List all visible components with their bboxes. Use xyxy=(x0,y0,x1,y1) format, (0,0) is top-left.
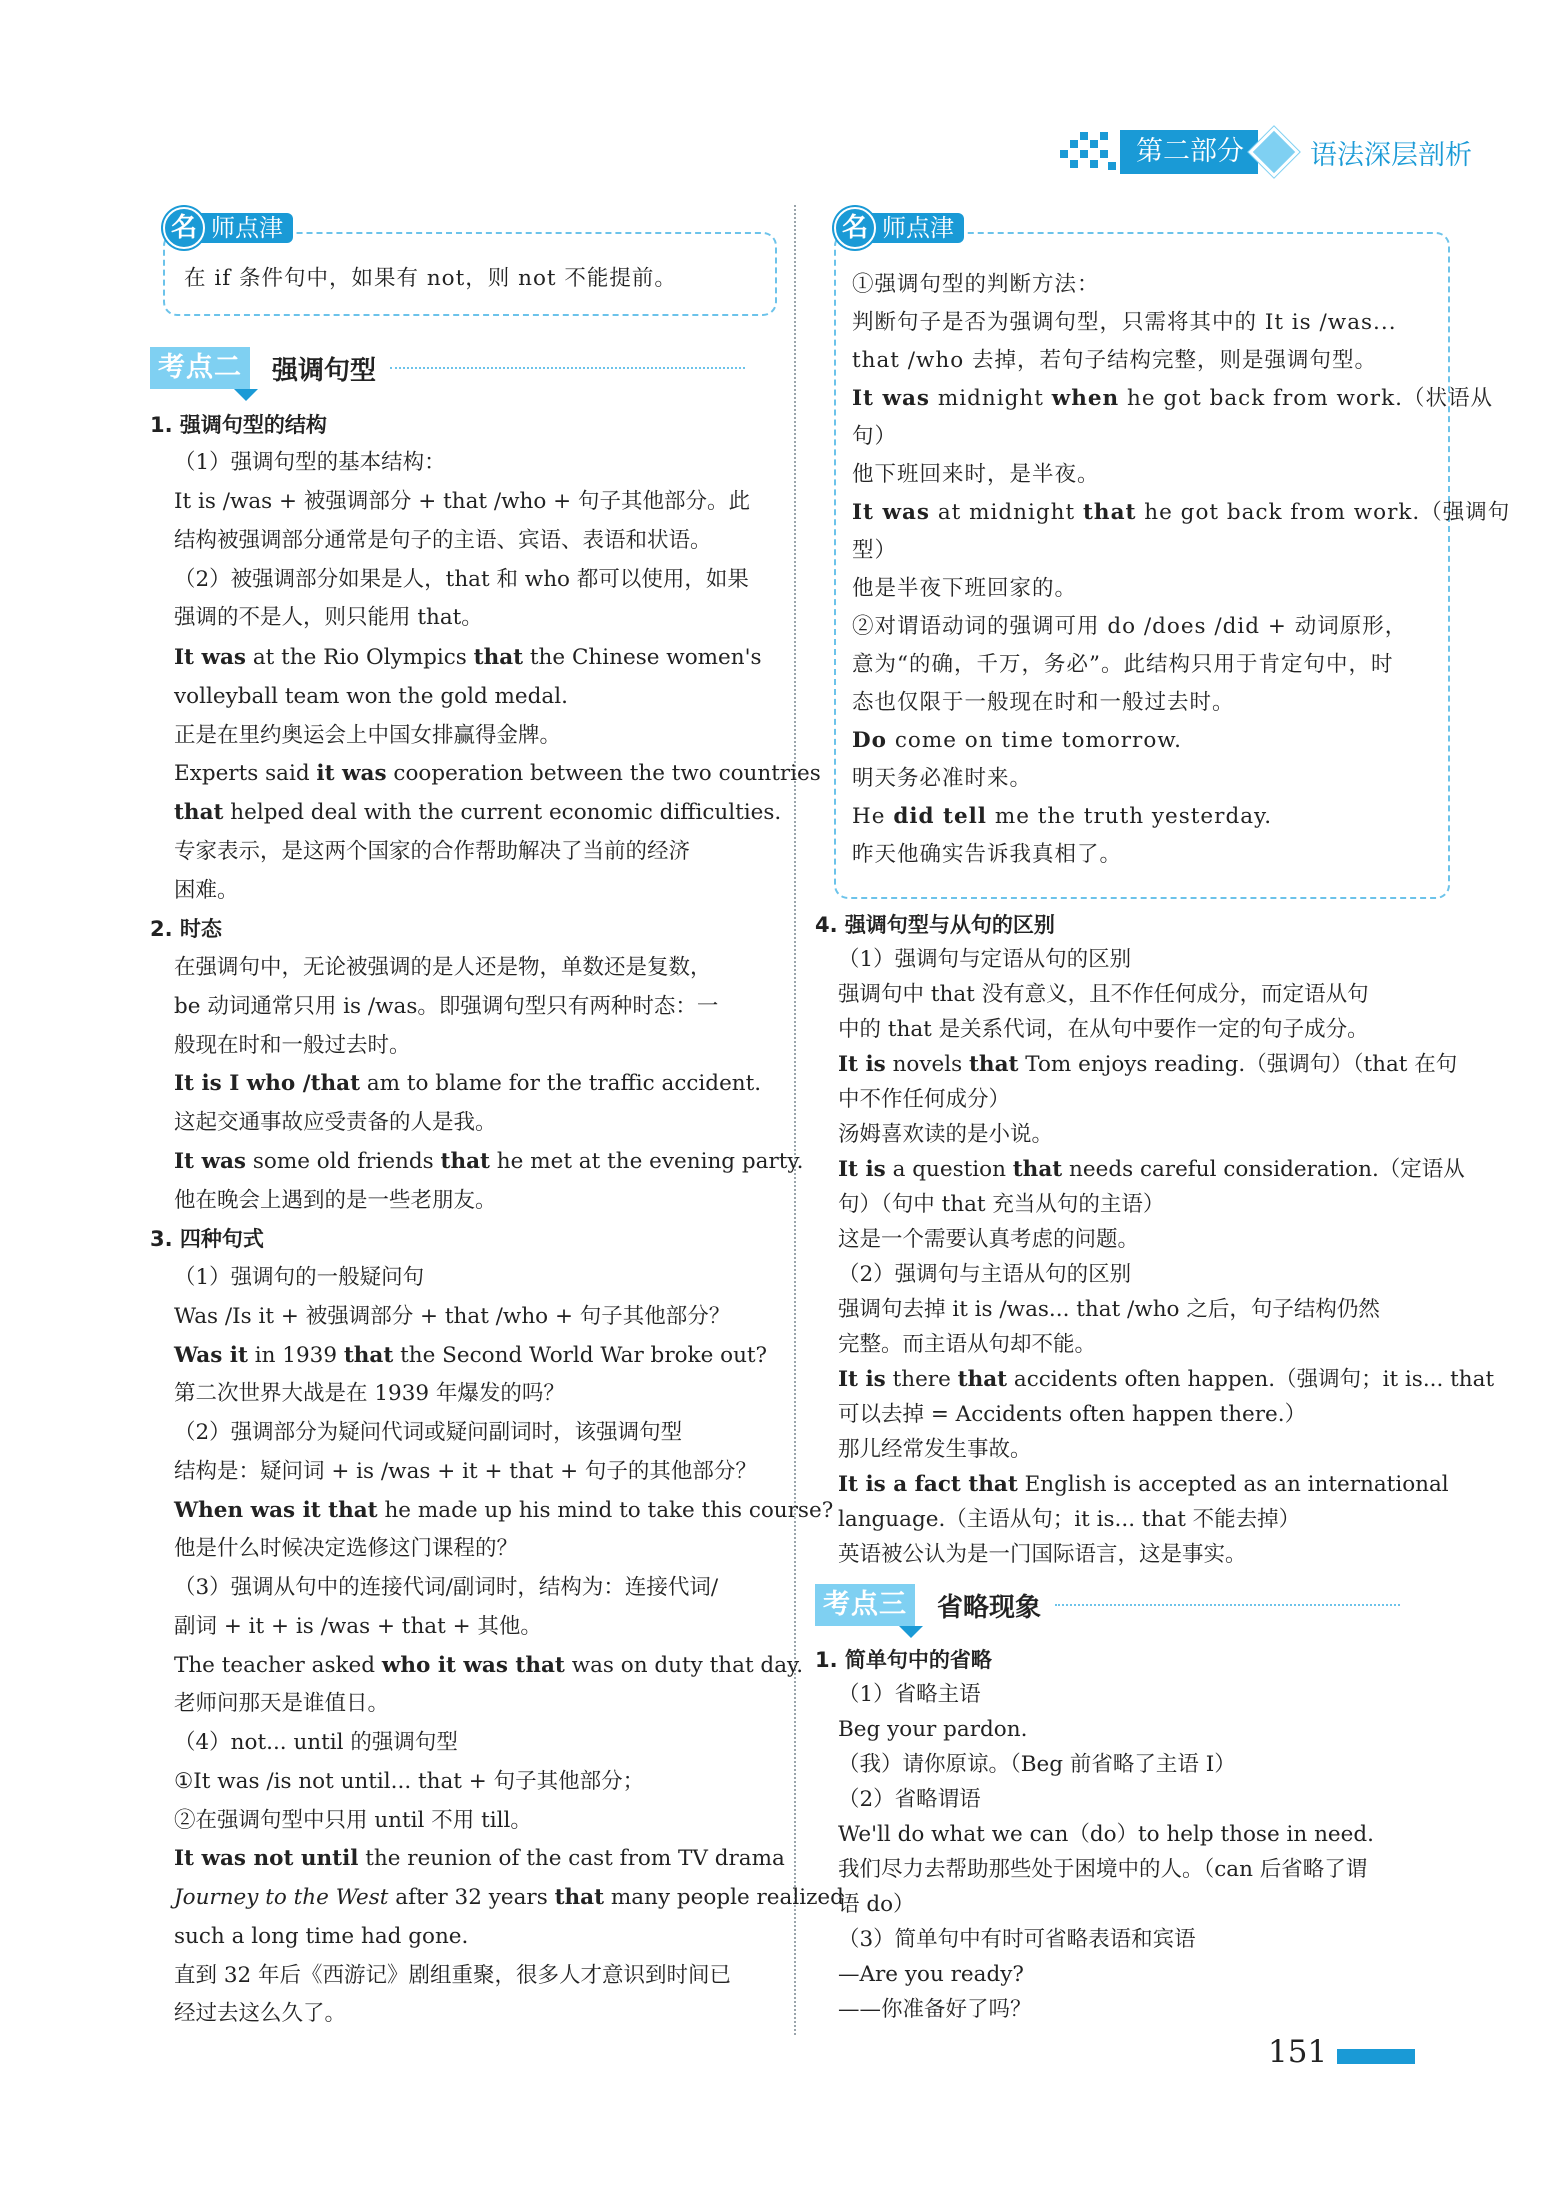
right-r18: 英语被公认为是一门国际语言，这是事实。 xyxy=(838,1542,1247,1567)
left-p5: 强调的不是人，则只能用 that。 xyxy=(174,605,483,630)
page-number: 151 xyxy=(1268,2034,1328,2070)
right-r11: 强调句去掉 it is /was... that /who 之后，句子结构仍然 xyxy=(838,1297,1380,1322)
left-tip-text: 在 if 条件句中，如果有 not，则 not 不能提前。 xyxy=(184,266,677,291)
left-s1: （1）强调句的一般疑问句 xyxy=(174,1265,425,1290)
left-s9: ②在强调句型中只用 until 不用 till。 xyxy=(174,1808,532,1833)
right-tip-l13: Do come on time tomorrow. xyxy=(852,728,1182,753)
right-h4: 4. 强调句型与从句的区别 xyxy=(815,913,1055,937)
right-tip-l6: 他下班回来时，是半夜。 xyxy=(852,462,1100,487)
right-r7: It is a question that needs careful consideration.（定语从 xyxy=(838,1157,1465,1182)
left-example-8-cont2: such a long time had gone. xyxy=(174,1924,469,1949)
tip-label: 师点津 xyxy=(860,213,964,243)
right-r15: 那儿经常发生事故。 xyxy=(838,1437,1032,1462)
right-r4: It is novels that Tom enjoys reading.（强调句）（that 在句 xyxy=(838,1052,1458,1077)
right-o5: We'll do what we can（do）to help those in need. xyxy=(838,1822,1374,1847)
right-tip-l11: 意为“的确，千万，务必”。此结构只用于肯定句中，时 xyxy=(852,652,1394,677)
right-tip-l12: 态也仅限于一般现在时和一般过去时。 xyxy=(852,690,1235,715)
left-p1: （1）强调句型的基本结构： xyxy=(174,450,446,475)
left-s7: （4）not... until 的强调句型 xyxy=(174,1730,458,1755)
page-header xyxy=(1060,128,1472,176)
left-example-8-cont: Journey to the West after 32 years that many people realized xyxy=(174,1885,844,1910)
part-subtitle: 语法深层剖析 xyxy=(1310,139,1472,171)
left-example-8-zh1: 直到 32 年后《西游记》剧组重聚，很多人才意识到时间已 xyxy=(174,1963,732,1988)
right-tip-l5: 句） xyxy=(852,424,898,449)
left-example-4: It was some old friends that he met at the evening party. xyxy=(174,1149,804,1174)
pixel-squares-icon xyxy=(1060,132,1116,172)
right-o6: 我们尽力去帮助那些处于困境中的人。（can 后省略了谓 xyxy=(838,1857,1368,1882)
left-h2: 2. 时态 xyxy=(150,917,222,941)
right-r6: 汤姆喜欢读的是小说。 xyxy=(838,1122,1054,1147)
right-o2: Beg your pardon. xyxy=(838,1717,1028,1742)
right-o3: （我）请你原谅。（Beg 前省略了主语 I） xyxy=(838,1752,1236,1777)
left-t1: 在强调句中，无论被强调的是人还是物，单数还是复数， xyxy=(174,955,712,980)
left-example-3-zh: 这起交通事故应受责备的人是我。 xyxy=(174,1110,497,1135)
right-r14: 可以去掉 = Accidents often happen there.） xyxy=(838,1402,1307,1427)
right-tip-l16: 昨天他确实告诉我真相了。 xyxy=(852,842,1123,867)
left-h3: 3. 四种句式 xyxy=(150,1227,264,1251)
section-3-title: 省略现象 xyxy=(937,1592,1042,1623)
left-h1: 1. 强调句型的结构 xyxy=(150,413,327,437)
right-tip-l9: 他是半夜下班回家的。 xyxy=(852,576,1078,601)
section-3-heading xyxy=(815,1584,1400,1626)
section-2-tag: 考点二 xyxy=(150,347,250,389)
page-number-bar xyxy=(1337,2049,1415,2064)
ming-badge-icon: 名 xyxy=(163,207,205,249)
left-s2: Was /Is it + 被强调部分 + that /who + 句子其他部分？ xyxy=(174,1304,731,1329)
left-example-7: The teacher asked who it was that was on duty that day. xyxy=(174,1653,804,1678)
right-r13: It is there that accidents often happen.（强调句；it is... that xyxy=(838,1367,1495,1392)
right-r17: language.（主语从句；it is... that 不能去掉） xyxy=(838,1507,1301,1532)
section-2-title: 强调句型 xyxy=(272,355,377,386)
right-tip-l7: It was at midnight that he got back from work.（强调句 xyxy=(852,500,1511,525)
right-r5: 中不作任何成分） xyxy=(838,1087,1011,1112)
left-s4: 结构是：疑问词 + is /was + it + that + 句子的其他部分？ xyxy=(174,1459,757,1484)
left-p4: （2）被强调部分如果是人，that 和 who 都可以使用，如果 xyxy=(174,567,749,592)
right-tip-l14: 明天务必准时来。 xyxy=(852,766,1033,791)
left-example-1-cont: volleyball team won the gold medal. xyxy=(174,684,568,709)
right-r2: 强调句中 that 没有意义，且不作任何成分，而定语从句 xyxy=(838,982,1369,1007)
right-o9: —Are you ready? xyxy=(838,1962,1024,1987)
right-h5: 1. 简单句中的省略 xyxy=(815,1648,992,1672)
left-example-5: Was it in 1939 that the Second World War broke out? xyxy=(174,1343,768,1368)
right-r9: 这是一个需要认真考虑的问题。 xyxy=(838,1227,1140,1252)
left-example-2-cont: that helped deal with the current economic difficulties. xyxy=(174,800,782,825)
left-example-1: It was at the Rio Olympics that the Chinese women's xyxy=(174,645,762,670)
right-r12: 完整。而主语从句却不能。 xyxy=(838,1332,1097,1357)
right-o10: ——你准备好了吗？ xyxy=(838,1997,1032,2022)
right-tip-l2: 判断句子是否为强调句型，只需将其中的 It is /was... xyxy=(852,310,1397,335)
right-tip-tag xyxy=(834,208,964,248)
left-example-1-zh: 正是在里约奥运会上中国女排赢得金牌。 xyxy=(174,723,562,748)
right-r10: （2）强调句与主语从句的区别 xyxy=(838,1262,1132,1287)
left-example-2-zh1: 专家表示，是这两个国家的合作帮助解决了当前的经济 xyxy=(174,839,691,864)
right-o1: （1）省略主语 xyxy=(838,1682,981,1707)
left-s6: 副词 + it + is /was + that + 其他。 xyxy=(174,1614,542,1639)
left-example-5-zh: 第二次世界大战是在 1939 年爆发的吗？ xyxy=(174,1381,565,1406)
left-example-8: It was not until the reunion of the cast from TV drama xyxy=(174,1846,785,1871)
right-tip-l1: ①强调句型的判断方法： xyxy=(852,272,1100,297)
left-example-4-zh: 他在晚会上遇到的是一些老朋友。 xyxy=(174,1188,497,1213)
left-s3: （2）强调部分为疑问代词或疑问副词时，该强调句型 xyxy=(174,1420,683,1445)
left-example-8-zh2: 经过去这么久了。 xyxy=(174,2001,347,2026)
part-label: 第二部分 xyxy=(1120,130,1258,174)
column-divider xyxy=(794,205,796,2035)
right-tip-l15: He did tell me the truth yesterday. xyxy=(852,804,1273,829)
right-tip-l4: It was midnight when he got back from work.（状语从 xyxy=(852,386,1493,411)
right-r1: （1）强调句与定语从句的区别 xyxy=(838,947,1132,972)
left-s5: （3）强调从句中的连接代词/副词时，结构为：连接代词/ xyxy=(174,1575,719,1600)
section-2-heading xyxy=(150,347,745,389)
left-s8: ①It was /is not until... that + 句子其他部分； xyxy=(174,1769,645,1794)
left-t2: be 动词通常只用 is /was。即强调句型只有两种时态：一 xyxy=(174,994,719,1019)
right-tip-l10: ②对谓语动词的强调可用 do /does /did + 动词原形， xyxy=(852,614,1408,639)
left-example-2-zh2: 困难。 xyxy=(174,878,239,903)
right-o8: （3）简单句中有时可省略表语和宾语 xyxy=(838,1927,1196,1952)
right-o4: （2）省略谓语 xyxy=(838,1787,981,1812)
left-example-2: Experts said it was cooperation between the two countries xyxy=(174,761,821,786)
right-o7: 语 do） xyxy=(838,1892,915,1917)
right-tip-l8: 型） xyxy=(852,538,898,563)
left-p3: 结构被强调部分通常是句子的主语、宾语、表语和状语。 xyxy=(174,528,712,553)
tip-label: 师点津 xyxy=(189,213,293,243)
left-example-6-zh: 他是什么时候决定选修这门课程的？ xyxy=(174,1536,519,1561)
right-r3: 中的 that 是关系代词，在从句中要作一定的句子成分。 xyxy=(838,1017,1369,1042)
section-3-tag: 考点三 xyxy=(815,1584,915,1626)
section-3-dots xyxy=(1055,1604,1400,1606)
left-example-6: When was it that he made up his mind to take this course? xyxy=(174,1498,834,1523)
section-2-dots xyxy=(390,367,745,369)
left-p2: It is /was + 被强调部分 + that /who + 句子其他部分。此 xyxy=(174,489,750,514)
ming-badge-icon: 名 xyxy=(834,207,876,249)
right-r8: 句）（句中 that 充当从句的主语） xyxy=(838,1192,1165,1217)
left-example-7-zh: 老师问那天是谁值日。 xyxy=(174,1691,390,1716)
right-r16: It is a fact that English is accepted as an international xyxy=(838,1472,1449,1497)
left-example-3: It is I who /that am to blame for the traffic accident. xyxy=(174,1071,762,1096)
left-tip-tag xyxy=(163,208,293,248)
left-t3: 般现在时和一般过去时。 xyxy=(174,1033,411,1058)
right-tip-l3: that /who 去掉，若句子结构完整，则是强调句型。 xyxy=(852,348,1378,373)
